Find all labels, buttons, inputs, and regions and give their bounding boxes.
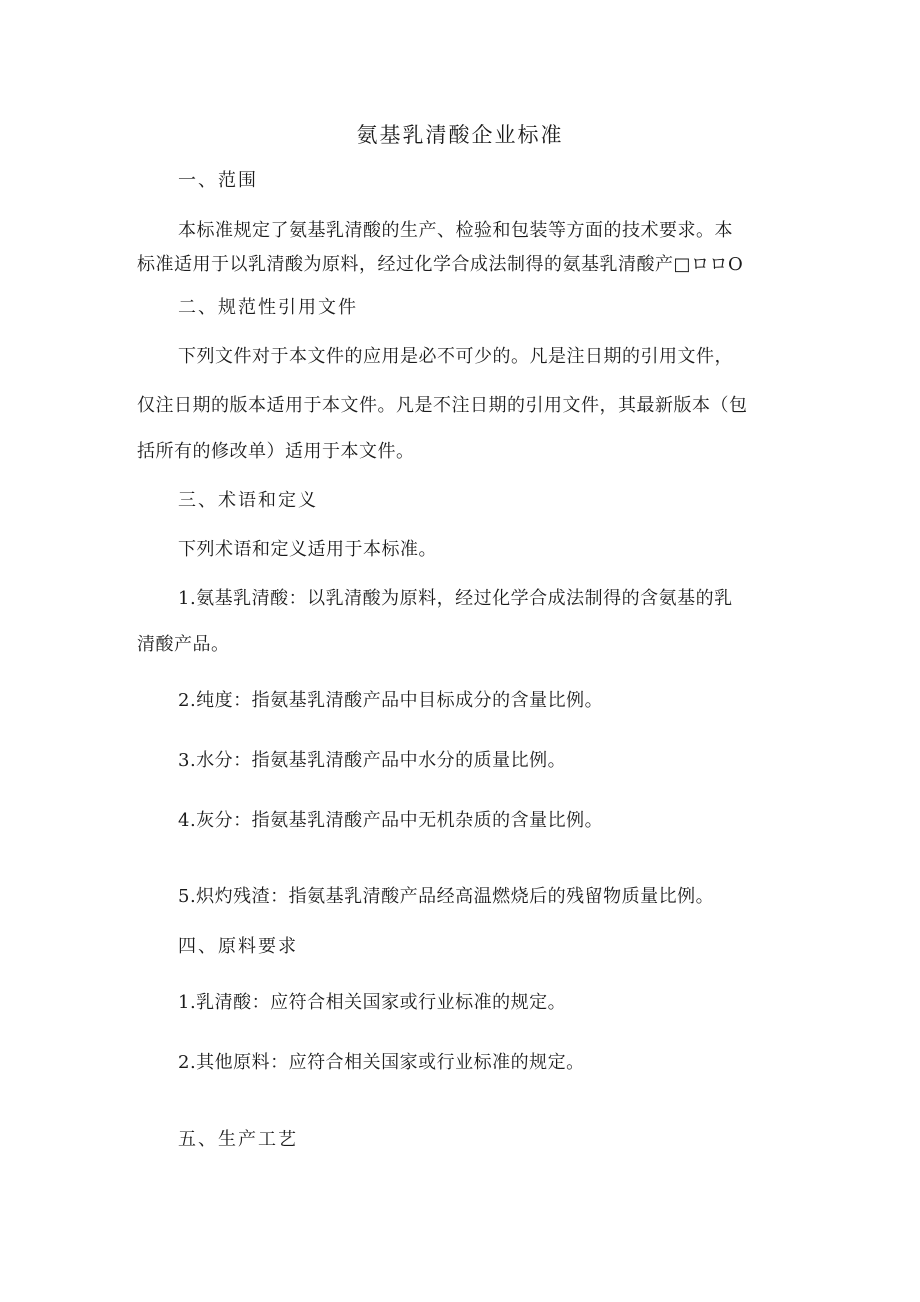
term-item-1-line-1: 1.氨基乳清酸：以乳清酸为原料，经过化学合成法制得的含氨基的乳: [178, 588, 733, 609]
scope-paragraph-line-2: 标准适用于以乳清酸为原料，经过化学合成法制得的氨基乳清酸产□ロロO: [137, 254, 744, 275]
term-item-4: 4.灰分：指氨基乳清酸产品中无机杂质的含量比例。: [178, 810, 604, 831]
section-heading-scope: 一、范围: [178, 170, 258, 191]
raw-material-item-2: 2.其他原料：应符合相关国家或行业标准的规定。: [178, 1052, 585, 1073]
section-heading-raw-materials: 四、原料要求: [178, 936, 298, 957]
raw-material-item-1: 1.乳清酸：应符合相关国家或行业标准的规定。: [178, 992, 567, 1013]
term-item-5: 5.炽灼残渣：指氨基乳清酸产品经高温燃烧后的残留物质量比例。: [178, 886, 715, 907]
terms-intro: 下列术语和定义适用于本标准。: [178, 539, 437, 560]
document-title: 氨基乳清酸企业标准: [356, 123, 564, 147]
scope-paragraph-line-1: 本标准规定了氨基乳清酸的生产、检验和包装等方面的技术要求。本: [178, 220, 733, 241]
references-paragraph-line-3: 括所有的修改单）适用于本文件。: [137, 441, 415, 462]
references-paragraph-line-1: 下列文件对于本文件的应用是必不可少的。凡是注日期的引用文件，: [178, 346, 733, 367]
term-item-2: 2.纯度：指氨基乳清酸产品中目标成分的含量比例。: [178, 690, 604, 711]
term-item-3: 3.水分：指氨基乳清酸产品中水分的质量比例。: [178, 750, 567, 771]
section-heading-production-process: 五、生产工艺: [178, 1129, 298, 1150]
references-paragraph-line-2: 仅注日期的版本适用于本文件。凡是不注日期的引用文件，其最新版本（包: [137, 395, 748, 416]
section-heading-terms: 三、术语和定义: [178, 490, 318, 511]
term-item-1-line-2: 清酸产品。: [137, 634, 230, 655]
section-heading-normative-references: 二、规范性引用文件: [178, 297, 358, 318]
